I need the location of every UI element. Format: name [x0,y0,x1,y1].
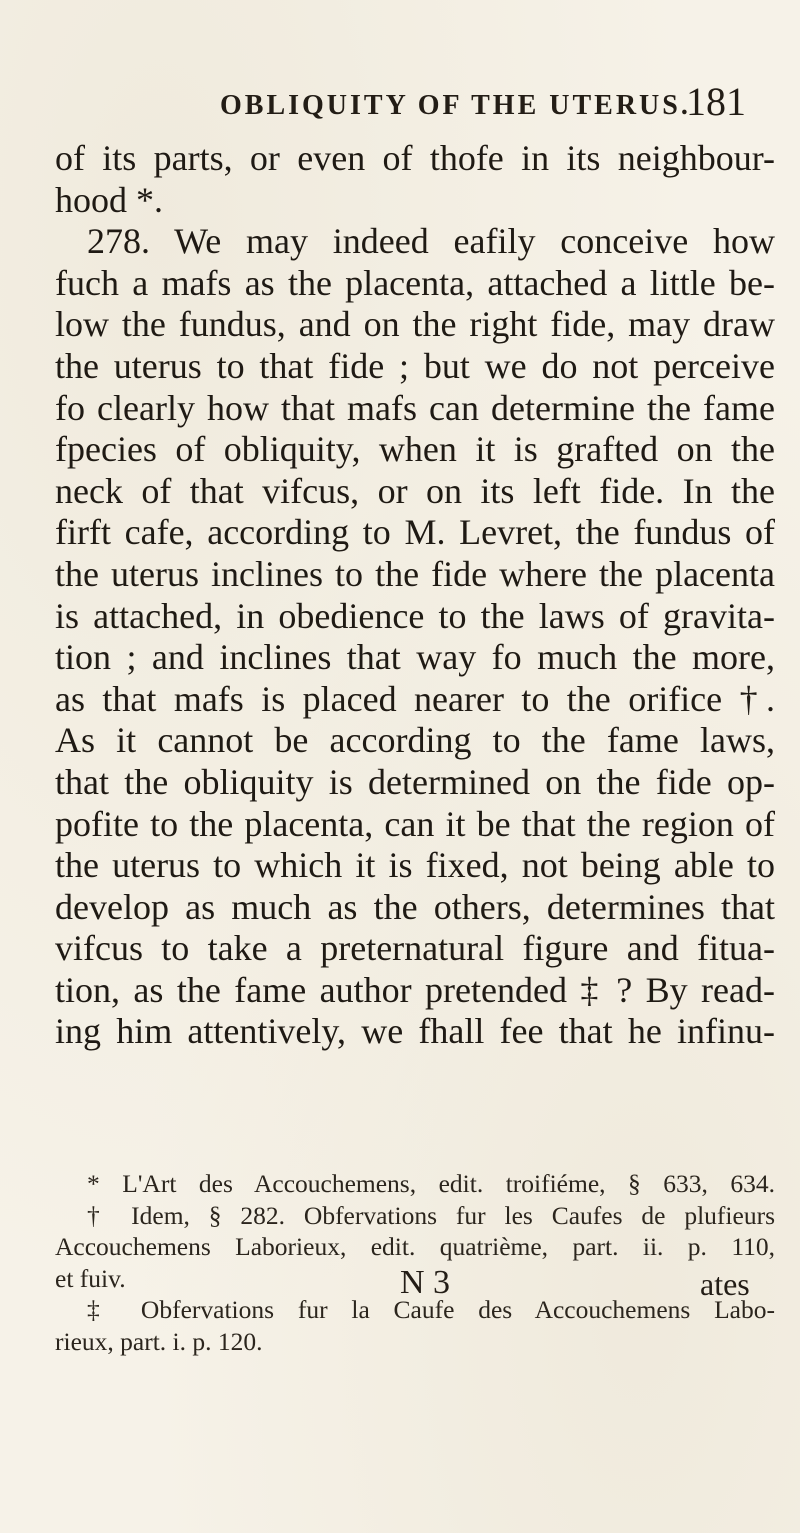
body-line: as that mafs is placed nearer to the orifice †. [55,678,775,719]
body-line: low the fundus, and on the right fide, may draw [55,304,775,345]
body-line: the uterus to that fide ; but we do not perceive [55,345,775,386]
body-line: 278. We may indeed eafily conceive how [87,221,775,262]
body-line: neck of that vifcus, or on its left fide. In the [55,470,775,511]
footnotes [55,1168,775,1357]
body-line: fo clearly how that mafs can determine the fame [55,387,775,428]
footnote-line: et fuiv. [55,1263,126,1293]
body-line: is attached, in obedience to the laws of gravita- [55,595,775,636]
footnote-line: * L'Art des Accouchemens, edit. troifiéme, § 633, 634. [87,1169,775,1198]
body-line: tion ; and inclines that way fo much the more, [55,637,775,678]
footnote-line: † Idem, § 282. Obfervations fur les Caufes de plufieurs [87,1200,775,1230]
body-line: that the obliquity is determined on the fide op- [55,761,775,802]
body-line: develop as much as the others, determines that [55,886,775,927]
catchword: ates [700,1266,750,1302]
footnote-line: Accouchemens Laborieux, edit. quatrième, part. ii. p. 110, [55,1232,775,1261]
body-line: fpecies of obliquity, when it is grafted on the [55,429,775,470]
body-line: of its parts, or even of thofe in its neighbour- [55,138,775,178]
body-line: tion, as the fame author pretended ‡ ? By read- [55,969,775,1010]
running-head: OBLIQUITY OF THE UTERUS. [220,90,691,121]
signature-mark: N 3 [400,1264,451,1301]
footnote-line: rieux, part. i. p. 120. [55,1326,263,1356]
body-line: pofite to the placenta, can it be that the region of [55,803,775,844]
body-line: the uterus inclines to the fide where the placenta [55,553,775,594]
body-line: firft cafe, according to M. Levret, the fundus of [55,512,775,553]
footnote-line: ‡ Obfervations fur la Caufe des Accouchemens Labo- [87,1295,775,1324]
body-line: vifcus to take a preternatural figure and fitua- [55,928,775,969]
page-header [0,74,800,134]
body-line: fuch a mafs as the placenta, attached a little be- [55,262,775,303]
body-text [55,138,775,1053]
body-line: the uterus to which it is fixed, not being able to [55,845,775,886]
page-number: 181 [686,79,746,124]
body-line: ing him attentively, we fhall fee that he infinu- [55,1011,775,1052]
body-line: As it cannot be according to the fame laws, [55,720,775,761]
body-line: hood *. [55,179,163,220]
page-footer [0,1264,800,1314]
